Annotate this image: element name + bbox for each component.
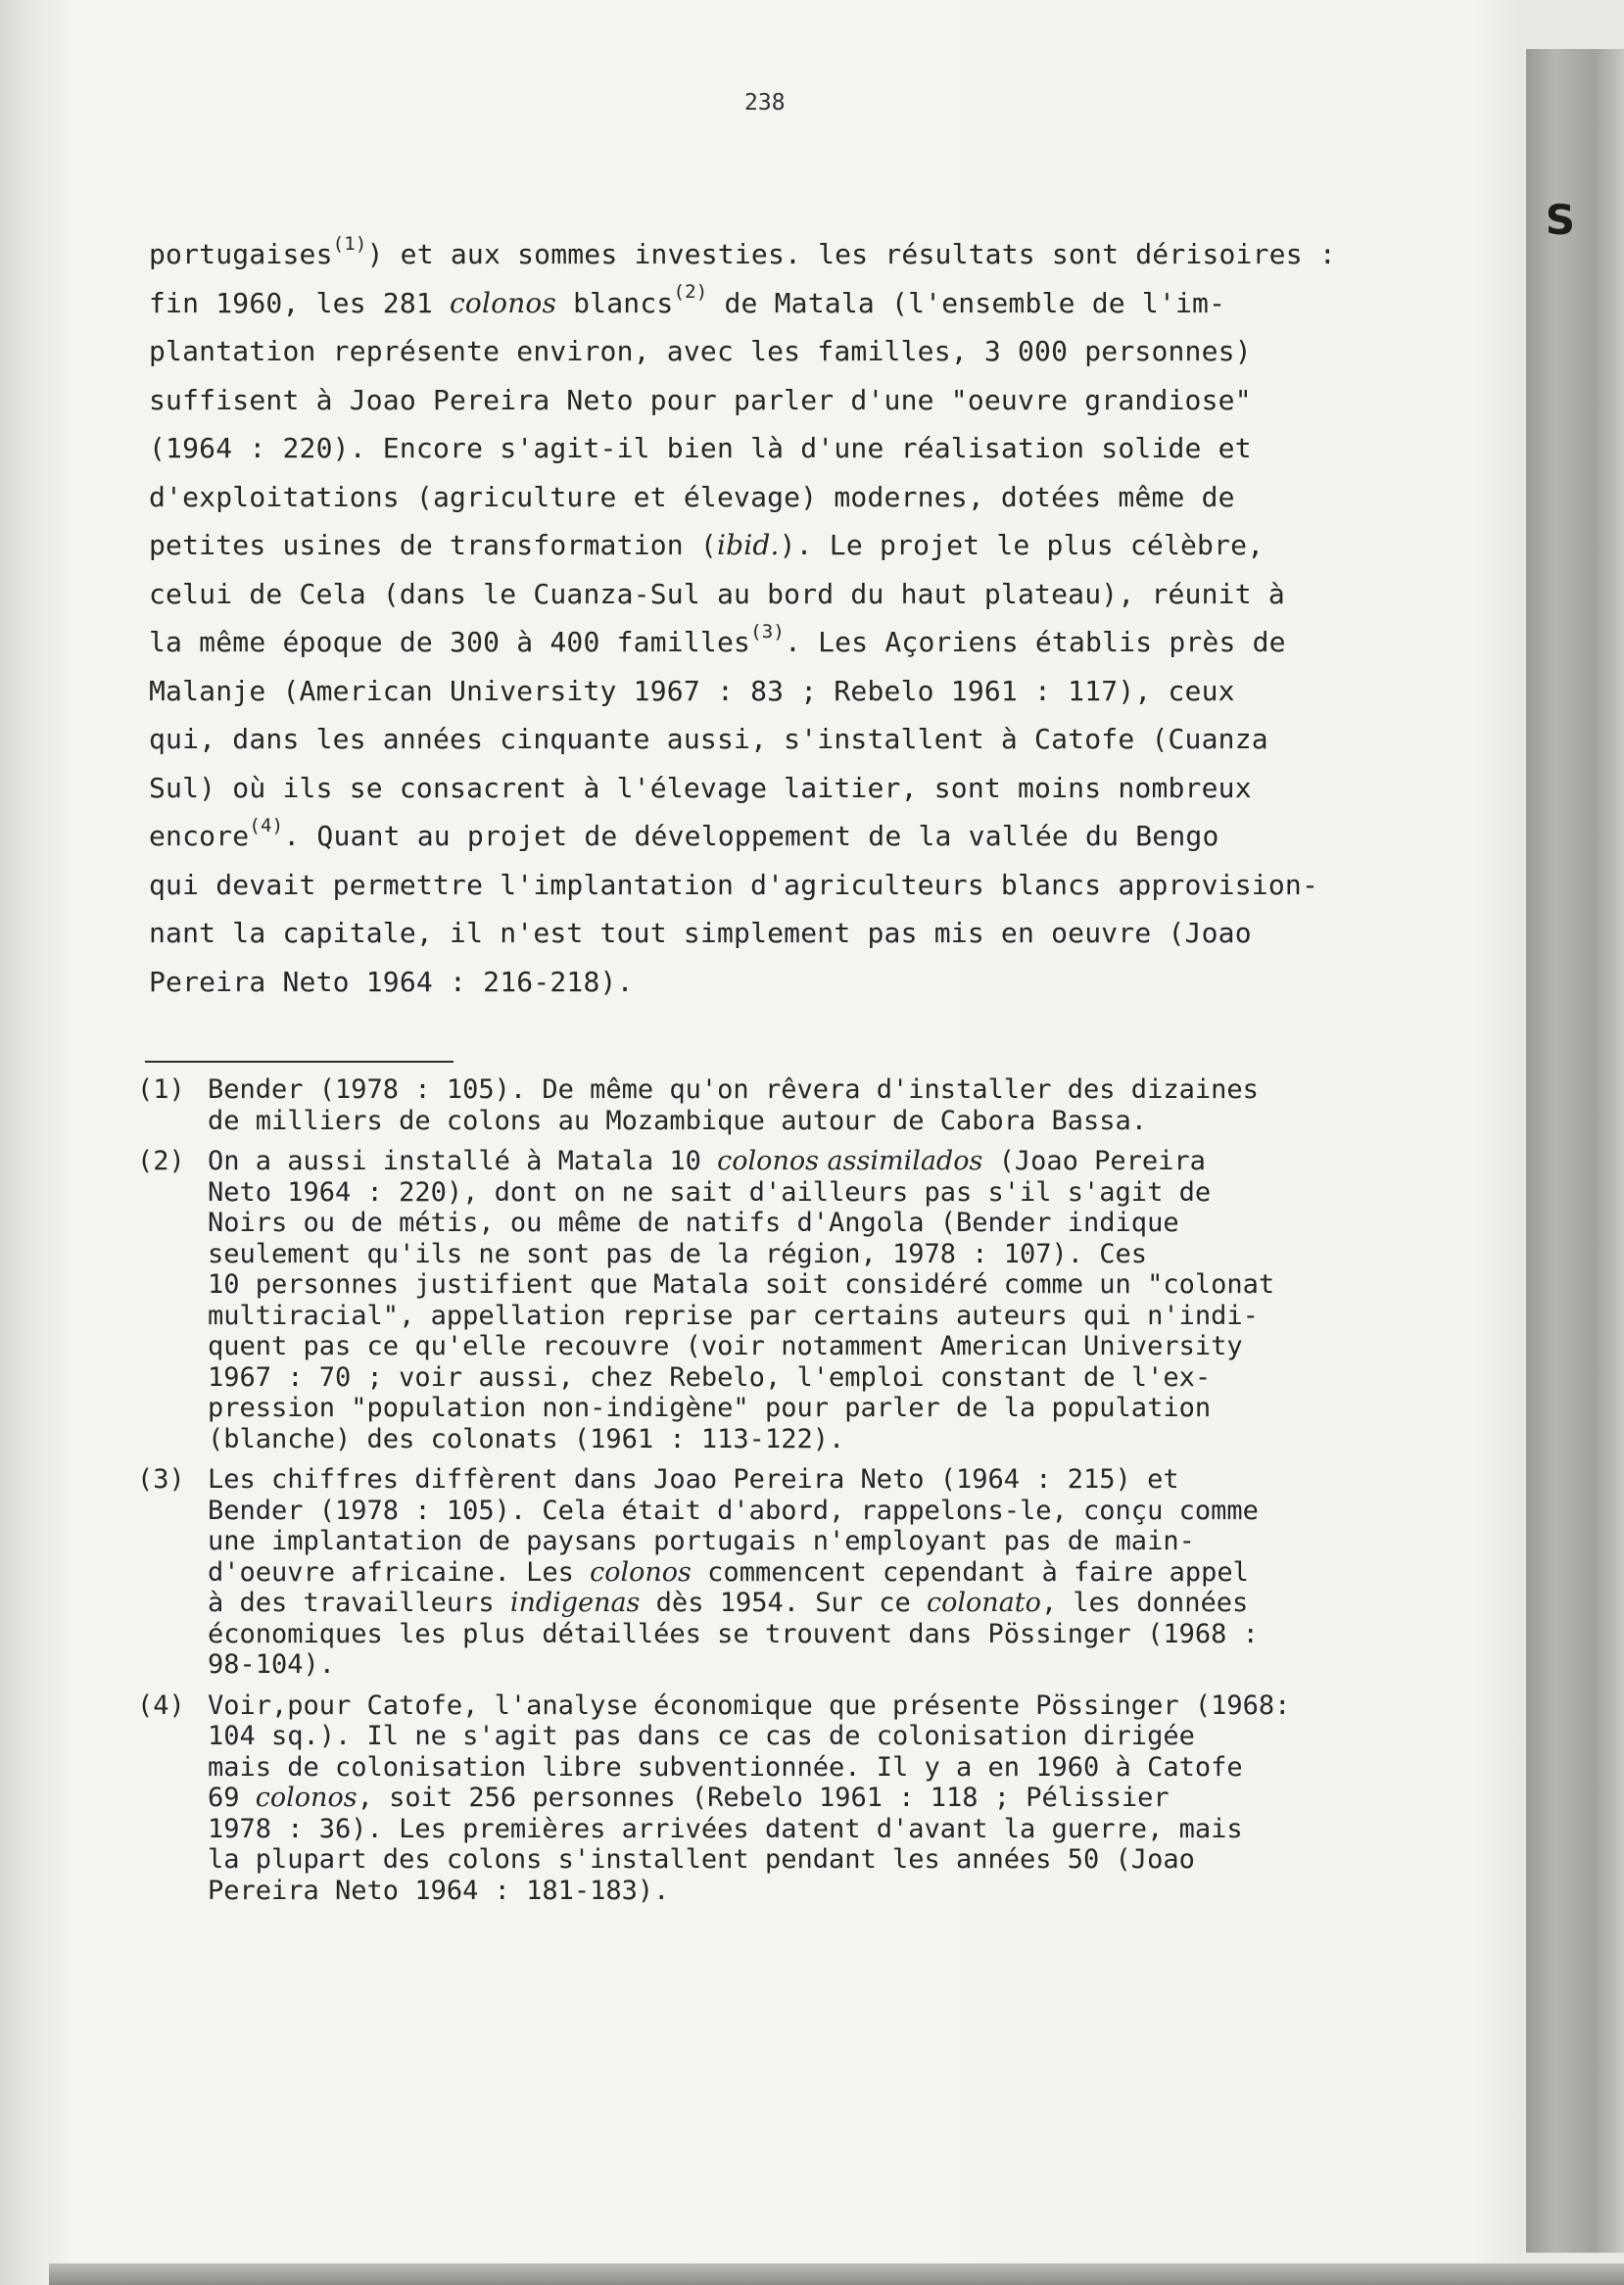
footnote-text	[208, 1690, 1313, 1907]
text-run: Bender (1978 : 105). De même qu'on rêvera d'installer des dizaines	[208, 1074, 1259, 1105]
footnote	[137, 1464, 1313, 1681]
text-run: dès 1954. Sur ce	[640, 1588, 928, 1618]
text-run: , les données	[1040, 1588, 1249, 1618]
footnote-line	[208, 1177, 1313, 1209]
text-line	[149, 909, 1324, 958]
text-run: Noirs ou de métis, ou même de natifs d'Angola (Bender indique	[208, 1208, 1179, 1238]
footnote-text	[208, 1464, 1313, 1681]
footnote-line	[208, 1557, 1313, 1589]
text-run: celui de Cela (dans le Cuanza-Sul au bord du haut plateau), réunit à	[149, 577, 1285, 610]
text-run: mais de colonisation libre subventionnée. Il y a en 1960 à Catofe	[208, 1751, 1243, 1783]
text-run: 104 sq.). Il ne s'agit pas dans ce cas de colonisation dirigée	[208, 1721, 1195, 1751]
text-line	[149, 521, 1324, 570]
text-run: multiracial", appellation reprise par certains auteurs qui n'indi-	[208, 1300, 1259, 1331]
footnote-line	[208, 1106, 1313, 1137]
text-run: (blanche) des colonats (1961 : 113-122).	[208, 1423, 845, 1454]
footnote-line	[208, 1752, 1313, 1784]
text-line	[149, 667, 1324, 716]
text-run: , soit 256 personnes (Rebelo 1961 : 118 ; Pélissier	[357, 1783, 1170, 1813]
footnote-line	[208, 1269, 1313, 1301]
text-run: d'exploitations (agriculture et élevage) modernes, dotées même de	[149, 480, 1235, 513]
text-line	[149, 230, 1336, 279]
footnote-line	[208, 1588, 1313, 1619]
footnote	[137, 1074, 1313, 1136]
footnote-line	[208, 1331, 1313, 1362]
text-run: la même époque de 300 à 400 familles	[149, 626, 751, 658]
text-run: (Joao Pereira	[982, 1146, 1206, 1176]
text-run: 10 personnes justifient que Matala soit considéré comme un "colonat	[208, 1269, 1275, 1300]
text-run: seulement qu'ils ne sont pas de la région, 1978 : 107). Ces	[208, 1238, 1148, 1269]
text-run: 98-104).	[208, 1649, 336, 1680]
text-run: 1978 : 36). Les premières arrivées datent d'avant la guerre, mais	[208, 1813, 1243, 1844]
text-line	[149, 715, 1324, 764]
footnote-line	[208, 1526, 1313, 1557]
italic-term: colonos	[255, 1783, 358, 1813]
footnote-line	[208, 1649, 1313, 1681]
text-run: commencent cependant à faire appel	[691, 1556, 1249, 1588]
text-run: petites usines de transformation (	[149, 529, 717, 561]
text-run: 69	[208, 1783, 256, 1813]
footnote-line	[208, 1208, 1313, 1239]
footnote-number: (2)	[137, 1146, 185, 1176]
footnote-number: (4)	[137, 1690, 185, 1721]
text-line	[149, 812, 1324, 861]
text-run: de milliers de colons au Mozambique autour de Cabora Bassa.	[208, 1105, 1148, 1136]
text-run: nant la capitale, il n'est tout simplement pas mis en oeuvre (Joao	[149, 917, 1252, 949]
text-line	[149, 279, 1324, 328]
footnote-line	[208, 1362, 1313, 1394]
page-number: 238	[744, 90, 786, 116]
text-run: Voir,pour Catofe, l'analyse économique que présente Pössinger (1968:	[208, 1690, 1291, 1721]
text-run: 1967 : 70 ; voir aussi, chez Rebelo, l'emploi constant de l'ex-	[208, 1361, 1212, 1393]
text-run: d'oeuvre africaine. Les	[208, 1556, 591, 1588]
margin-letter: S	[1545, 196, 1575, 244]
footnote-line	[208, 1424, 1313, 1455]
adjacent-page-strip	[1526, 49, 1624, 2253]
footnote	[137, 1690, 1313, 1907]
text-run: blancs	[556, 286, 674, 319]
text-run: Bender (1978 : 105). Cela était d'abord, rappelons-le, conçu comme	[208, 1495, 1259, 1526]
text-line	[149, 327, 1324, 376]
text-line	[149, 764, 1324, 813]
text-line	[149, 570, 1324, 619]
footnote-line	[208, 1814, 1313, 1845]
text-run: qui devait permettre l'implantation d'agriculteurs blancs approvision-	[149, 868, 1319, 901]
footnote-line	[208, 1876, 1313, 1907]
text-line	[149, 618, 1324, 667]
footnote-ref: (4)	[249, 814, 284, 836]
footnote-line	[208, 1074, 1313, 1106]
text-run: Pereira Neto 1964 : 216-218).	[149, 965, 634, 998]
text-run: Sul) où ils se consacrent à l'élevage laitier, sont moins nombreux	[149, 771, 1252, 804]
footnote-line	[208, 1239, 1313, 1270]
text-line	[149, 376, 1324, 425]
text-run: qui, dans les années cinquante aussi, s'installent à Catofe (Cuanza	[149, 723, 1268, 755]
footnote-line	[208, 1301, 1313, 1332]
footnote-line	[208, 1464, 1313, 1496]
footnote-separator	[145, 1061, 454, 1063]
footnote	[137, 1146, 1313, 1454]
text-run: Pereira Neto 1964 : 181-183).	[208, 1875, 670, 1906]
text-run: . Quant au projet de développement de la vallée du Bengo	[283, 820, 1219, 852]
text-line	[149, 473, 1324, 522]
footnote-line	[208, 1690, 1313, 1722]
footnote-line	[208, 1721, 1313, 1752]
footnote-ref: (1)	[332, 232, 367, 255]
text-run: ). Le projet le plus célèbre,	[779, 529, 1265, 561]
page-left-edge	[0, 0, 69, 2285]
text-run: Neto 1964 : 220), dont on ne sait d'ailleurs pas s'il s'agit de	[208, 1176, 1212, 1208]
text-run: pression "population non-indigène" pour parler de la population	[208, 1393, 1212, 1423]
text-run: Les chiffres diffèrent dans Joao Pereira Neto (1964 : 215) et	[208, 1464, 1179, 1495]
text-run: plantation représente environ, avec les familles, 3 000 personnes)	[149, 335, 1252, 367]
italic-term: colonato	[927, 1588, 1041, 1618]
footnote-line	[208, 1496, 1313, 1527]
footnote-line	[208, 1783, 1313, 1814]
footnote-line	[208, 1619, 1313, 1650]
text-line	[149, 424, 1324, 473]
italic-term: indigenas	[509, 1588, 641, 1618]
italic-term: colonos	[590, 1556, 692, 1588]
text-run: Malanje (American University 1967 : 83 ; Rebelo 1961 : 117), ceux	[149, 674, 1235, 707]
text-run: portugaises	[149, 238, 333, 270]
footnote-line	[208, 1393, 1313, 1424]
text-run: ) et aux sommes investies. les résultats sont dérisoires :	[366, 238, 1336, 270]
footnote-ref: (3)	[750, 620, 785, 643]
italic-term: ibid.	[716, 529, 780, 561]
footnote-text	[208, 1074, 1313, 1136]
text-run: On a aussi installé à Matala 10	[208, 1146, 718, 1176]
text-run: une implantation de paysans portugais n'employant pas de main-	[208, 1526, 1195, 1556]
footnote-line	[208, 1844, 1313, 1876]
text-run: (1964 : 220). Encore s'agit-il bien là d'une réalisation solide et	[149, 432, 1252, 464]
text-run: à des travailleurs	[208, 1588, 510, 1618]
footnote-text	[208, 1146, 1313, 1454]
footnote-number: (1)	[137, 1074, 185, 1105]
text-run: quent pas ce qu'elle recouvre (voir notamment American University	[208, 1331, 1243, 1361]
footnote-number: (3)	[137, 1464, 185, 1495]
bottom-scan-edge	[49, 2263, 1624, 2285]
text-line	[149, 958, 1324, 1007]
text-run: . Les Açoriens établis près de	[785, 626, 1286, 658]
text-line	[149, 861, 1324, 910]
text-run: suffisent à Joao Pereira Neto pour parler d'une "oeuvre grandiose"	[149, 383, 1252, 416]
text-run: fin 1960, les 281	[149, 286, 451, 319]
italic-term: colonos assimilados	[717, 1146, 983, 1176]
italic-term: colonos	[450, 286, 557, 319]
text-run: la plupart des colons s'installent pendant les années 50 (Joao	[208, 1844, 1195, 1875]
text-run: encore	[149, 820, 250, 852]
footnotes	[137, 1074, 1313, 1916]
footnote-ref: (2)	[673, 281, 708, 304]
text-run: de Matala (l'ensemble de l'im-	[707, 286, 1226, 319]
main-paragraph	[149, 230, 1336, 1006]
footnote-line	[208, 1146, 1313, 1177]
text-run: économiques les plus détaillées se trouvent dans Pössinger (1968 :	[208, 1618, 1259, 1649]
